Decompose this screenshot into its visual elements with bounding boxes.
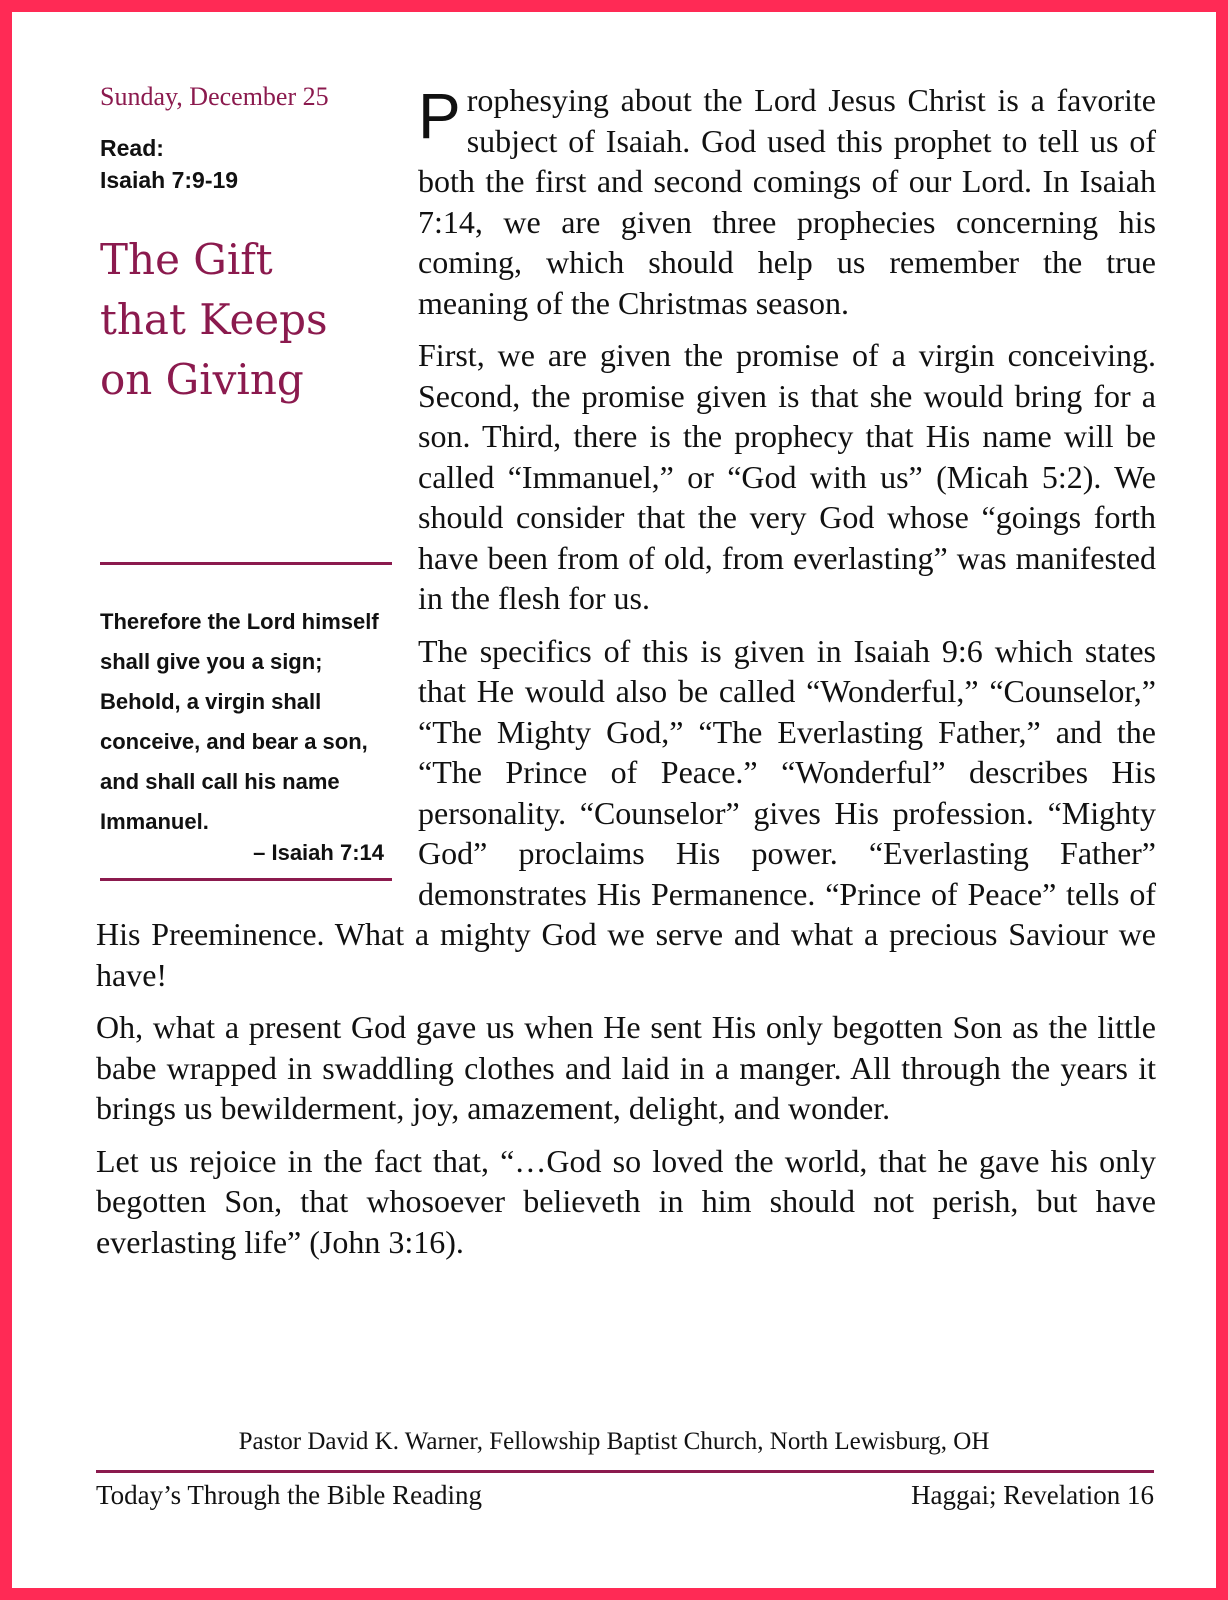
key-verse-reference: – Isaiah 7:14 <box>253 840 384 865</box>
title-line-1: The Gift <box>100 235 273 284</box>
sidebar-spacer <box>96 80 418 908</box>
footer-divider <box>96 1470 1154 1473</box>
read-reference: Isaiah 7:9-19 <box>100 167 239 193</box>
paragraph-3: The specifics of this is given in Isaiah 9:6 which states that He would also be called “Wonderful,” “Counselor,” “The Mighty God,” “The Everlasting Father,” and the “The Prince of Peace.” “Wonderful” describes His personality. “Counselor” gives His profession. “Mighty God” proclaims His power. “Everlasting Father” demonstrates His Permanence. “Prince of Peace” tells of His Preeminence. What a mighty God we serve and what a precious Saviour we have! <box>96 632 1156 993</box>
paragraph-4: Oh, what a present God gave us when He sent His only begotten Son as the little babe wrapped in swaddling clothes and laid in a manger. All through the years it brings us bewilderment, joy, amazement, delight, and wonder. <box>96 1009 1156 1126</box>
paragraph-5: Let us rejoice in the fact that, “…God so loved the world, that he gave his only begotten Son, that whosoever believeth in him should not perish, but have everlasting life” (John 3:16). <box>96 1142 1156 1260</box>
drop-cap: P <box>418 80 461 152</box>
bible-reading-reference: Haggai; Revelation 16 <box>911 1480 1154 1510</box>
paragraph-1-text: rophesying about the Lord Jesus Christ is a favorite subject of Isaiah. God used this prophet to tell us of both the first and second comings of our Lord. In Isaiah 7:14, we are given three prophecies concerning his coming, which should help us remember the true meaning of the Christmas season. <box>418 82 1156 321</box>
date-heading: Sunday, December 25 <box>100 82 329 111</box>
title-line-3: on Giving <box>100 355 304 404</box>
bible-reading-label: Today’s Through the Bible Reading <box>96 1480 483 1510</box>
read-label: Read: <box>100 135 164 161</box>
title-line-2: that Keeps <box>100 295 328 344</box>
devotional-body <box>96 80 1156 1274</box>
key-verse: Therefore the Lord himself shall give you a sign; Behold, a virgin shall conceive, and bear a son, and shall call his name Immanuel. <box>100 609 379 834</box>
author-credit: Pastor David K. Warner, Fellowship Baptist Church, North Lewisburg, OH <box>238 1428 990 1455</box>
devotional-page <box>12 12 1216 1588</box>
paragraph-2: First, we are given the promise of a virgin conceiving. Second, the promise given is that she would bring for a son. Third, there is the prophecy that His name will be called “Immanuel,” or “God with us” (Micah 5:2). We should consider that the very God whose “goings forth have been from of old, from everlasting” was manifested in the flesh for us. <box>418 337 1156 616</box>
